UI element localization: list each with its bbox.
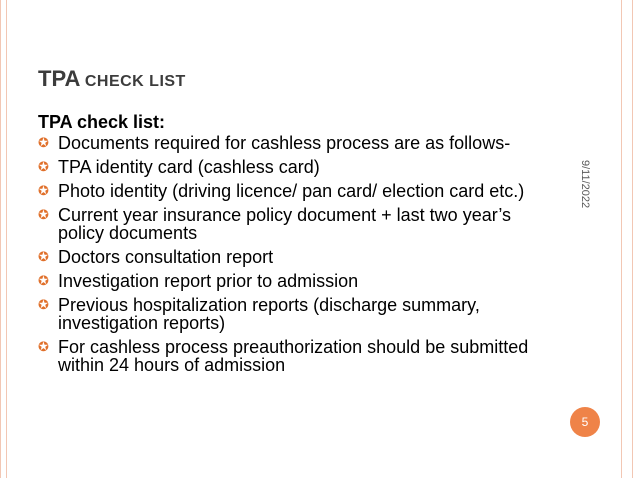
list-item-text: Photo identity (driving licence/ pan card/ election card etc.) [58, 181, 525, 201]
list-item-text: Documents required for cashless process are as follows- [58, 133, 511, 153]
list-item-text: For cashless process preauthorization should be submitted within 24 hours of admission [58, 337, 529, 375]
list-item-text: Current year insurance policy document + last two year’s policy documents [58, 205, 512, 243]
list-item [38, 338, 538, 374]
list-item [38, 206, 538, 242]
frame-line-left-inner [6, 0, 7, 478]
bullet-icon: ✪ [38, 339, 49, 354]
bullet-icon: ✪ [38, 297, 49, 312]
bullet-icon: ✪ [38, 207, 49, 222]
frame-line-right [632, 0, 633, 478]
frame-line-left [0, 0, 1, 478]
list-item [38, 182, 538, 200]
title-rest: CHECK LIST [84, 73, 186, 90]
bullet-icon: ✪ [38, 183, 49, 198]
slide-body [38, 112, 538, 380]
checklist [38, 134, 538, 374]
slide-date: 9/11/2022 [579, 160, 591, 209]
checklist-heading: TPA check list: [38, 112, 166, 132]
title-main: TPA [38, 66, 81, 91]
bullet-icon: ✪ [38, 249, 49, 264]
bullet-icon: ✪ [38, 135, 49, 150]
list-item-text: Investigation report prior to admission [58, 271, 359, 291]
list-item [38, 272, 538, 290]
list-item [38, 134, 538, 152]
slide-title [38, 66, 186, 92]
list-item-text: Previous hospitalization reports (discharge summary, investigation reports) [58, 295, 480, 333]
list-item [38, 158, 538, 176]
bullet-icon: ✪ [38, 159, 49, 174]
list-item-text: Doctors consultation report [58, 247, 274, 267]
list-item-text: TPA identity card (cashless card) [58, 157, 320, 177]
bullet-icon: ✪ [38, 273, 49, 288]
list-item [38, 296, 538, 332]
page-number-badge: 5 [570, 407, 600, 437]
list-item [38, 248, 538, 266]
frame-line-right-inner [621, 0, 622, 478]
